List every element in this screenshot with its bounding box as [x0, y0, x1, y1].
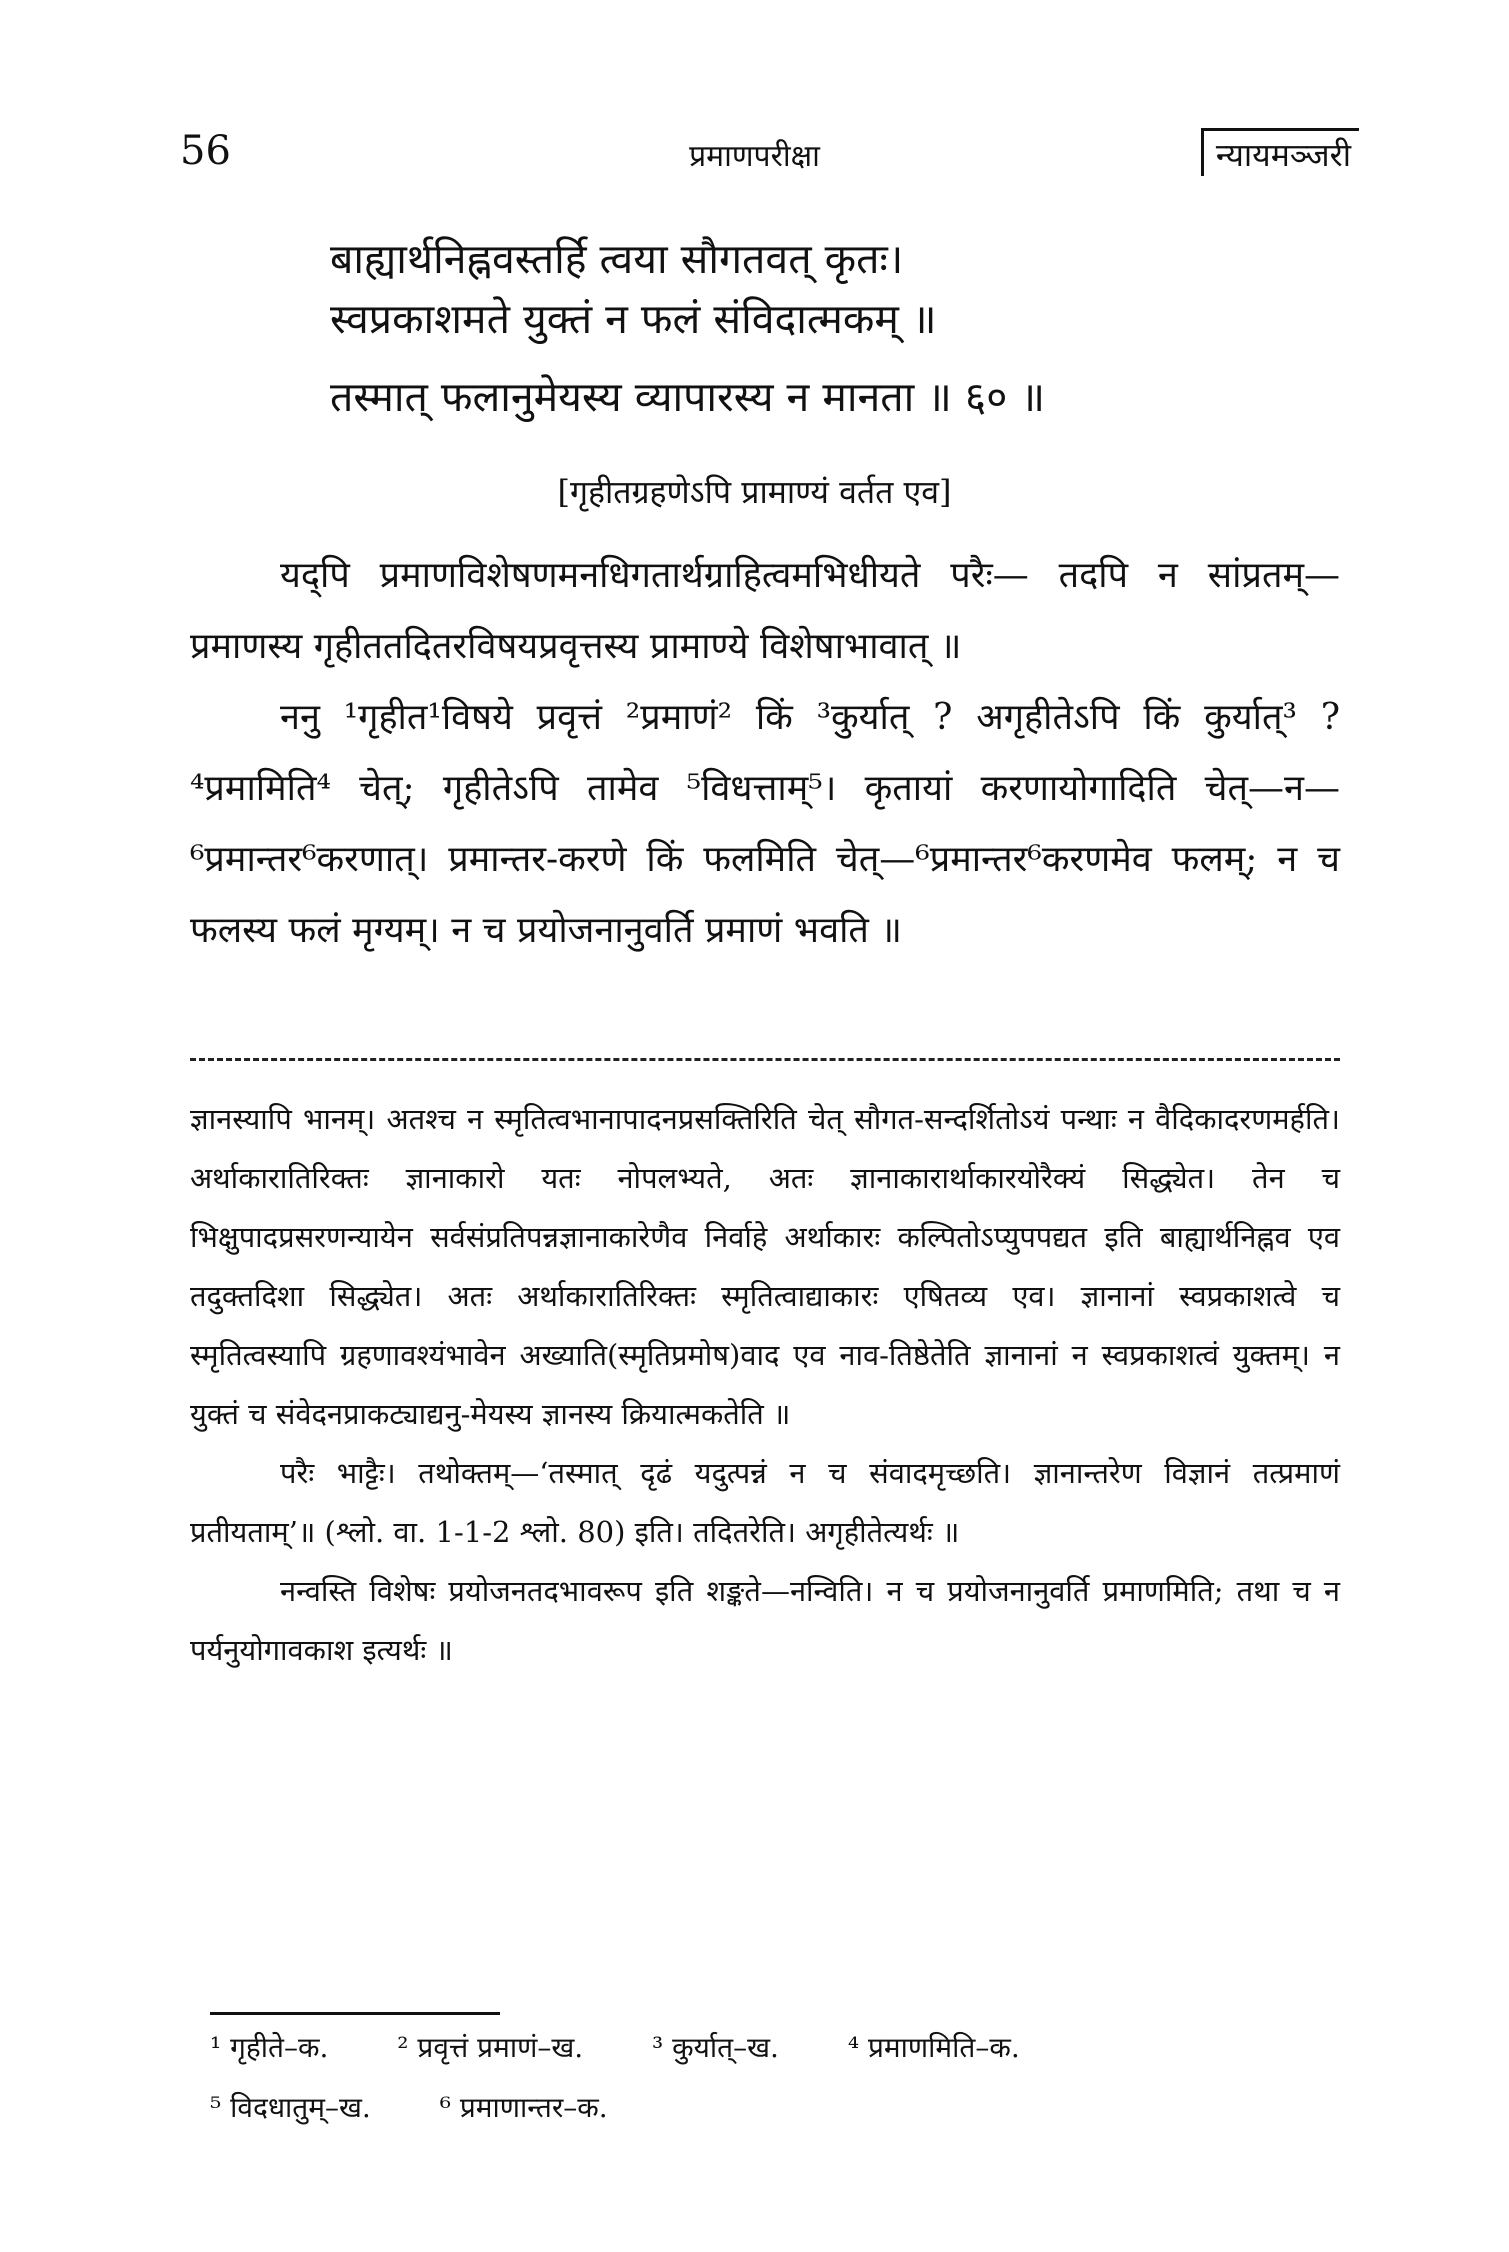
footnote-6: ⁶ प्रमाणान्तर–क. — [439, 2091, 608, 2124]
verse-line-3: तस्मात् फलानुमेयस्य व्यापारस्य न मानता ॥ ६० ॥ — [330, 373, 1046, 421]
main-paragraph-2: ननु ¹गृहीत¹विषये प्रवृत्तं ²प्रमाणं² किं ³कुर्यात् ? अगृहीतेऽपि किं कुर्यात्³ ? ⁴प्रमामिति⁴ चेत्; गृहीतेऽपि तामेव ⁵विधत्ताम्⁵। कृतायां करणायोगादिति चेत्—न—⁶प्रमान्तर⁶करणात्। प्रमान्तर-करणे किं फलमिति चेत्—⁶प्रमान्तर⁶करणमेव फलम्; न च फलस्य फलं मृग्यम्। न च प्रयोजनानुवर्ति प्रमाणं भवति ॥ — [190, 697, 1340, 951]
running-title: प्रमाणपरीक्षा — [689, 139, 820, 174]
footnote-rule — [210, 2012, 500, 2015]
verse-line-1: बाह्यार्थनिह्नवस्तर्हि त्वया सौगतवत् कृतः। — [330, 235, 904, 283]
commentary — [190, 1090, 1340, 1680]
commentary-paragraph-1: ज्ञानस्यापि भानम्। अतश्च न स्मृतित्वभानापादनप्रसक्तिरिति चेत् सौगत-सन्दर्शितोऽयं पन्थाः न वैदिकादरणमर्हति। अर्थाकारातिरिक्तः ज्ञानाकारो यतः नोपलभ्यते, अतः ज्ञानाकारार्थाकारयोरैक्यं सिद्ध्येत। तेन च भिक्षुपादप्रसरणन्यायेन सर्वसंप्रतिपन्नज्ञानाकारेणैव निर्वाहे अर्थाकारः कल्पितोऽप्युपपद्यत इति बाह्यार्थनिह्नव एव तदुक्तदिशा सिद्ध्येत। अतः अर्थाकारातिरिक्तः स्मृतित्वाद्याकारः एषितव्य एव। ज्ञानानां स्वप्रकाशत्वे च स्मृतित्वस्यापि ग्रहणावश्यंभावेन अख्याति(स्मृतिप्रमोष)वाद एव नाव-तिष्ठेतेति ज्ञानानां न स्वप्रकाशत्वं युक्तम्। न युक्तं च संवेदनप्राकट्याद्यनु-मेयस्य ज्ञानस्य क्रियात्मकतेति ॥ — [190, 1102, 1340, 1431]
footnote-2: ² प्रवृत्तं प्रमाणं–ख. — [397, 2031, 584, 2064]
main-text — [190, 540, 1340, 966]
footnote-4: ⁴ प्रमाणमिति–क. — [847, 2031, 1020, 2064]
footnote-3: ³ कुर्यात्–ख. — [652, 2031, 779, 2064]
footnote-5: ⁵ विदधातुम्–ख. — [210, 2091, 371, 2124]
footnote-line-2 — [210, 2088, 1360, 2128]
section-heading: [गृहीतग्रहणेऽपि प्रामाण्यं वर्तत एव] — [557, 473, 952, 511]
commentary-paragraph-2: परैः भाट्टैः। तथोक्तम्—‘तस्मात् दृढं यदुत्पन्नं न च संवादमृच्छति। ज्ञानान्तरेण विज्ञानं तत्प्रमाणं प्रतीयताम्’॥ (श्लो. वा. 1-1-2 श्लो. 80) इति। तदितरेति। अगृहीतेत्यर्थः ॥ — [190, 1456, 1340, 1549]
commentary-divider — [190, 1058, 1340, 1061]
commentary-paragraph-3: नन्वस्ति विशेषः प्रयोजनतदभावरूप इति शङ्कते—नन्विति। न च प्रयोजनानुवर्ति प्रमाणमिति; तथा च न पर्यनुयोगावकाश इत्यर्थः ॥ — [190, 1574, 1340, 1667]
footnote-1: ¹ गृहीते–क. — [210, 2031, 329, 2064]
footnote-line-1 — [210, 2028, 1360, 2068]
main-paragraph-1: यद्पि प्रमाणविशेषणमनधिगतार्थग्राहित्वमभिधीयते परैः— तदपि न सांप्रतम्—प्रमाणस्य गृहीततदितरविषयप्रवृत्तस्य प्रामाण्ये विशेषाभावात् ॥ — [190, 555, 1340, 667]
book-title: न्यायमञ्जरी — [1201, 128, 1359, 176]
verse-line-2: स्वप्रकाशमते युक्तं न फलं संविदात्मकम् ॥ — [330, 295, 937, 343]
page-number: 56 — [180, 128, 231, 174]
page-header — [0, 128, 1509, 188]
